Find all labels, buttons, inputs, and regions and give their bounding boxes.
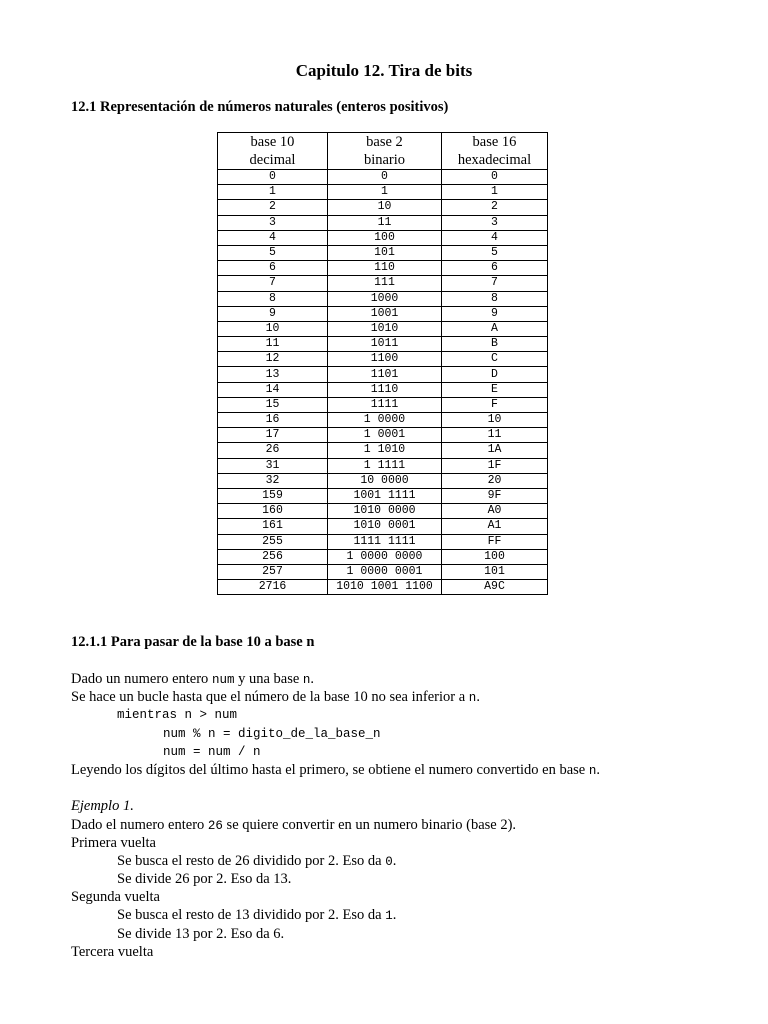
table-row xyxy=(218,549,548,564)
code-inline: n xyxy=(302,673,311,687)
step-line xyxy=(71,852,751,870)
table-row xyxy=(218,534,548,549)
text: . xyxy=(310,671,315,687)
code-line: num = num / n xyxy=(163,744,261,759)
table-cell: 1100 xyxy=(328,352,442,367)
table-cell: 255 xyxy=(218,534,328,549)
table-cell: A0 xyxy=(442,504,548,519)
table-cell: 160 xyxy=(218,504,328,519)
table-cell: 16 xyxy=(218,413,328,428)
text: . xyxy=(596,761,600,778)
step-heading: Tercera vuelta xyxy=(71,943,154,960)
table-cell: 31 xyxy=(218,458,328,473)
table-cell: 1010 0000 xyxy=(328,504,442,519)
code-inline: 1 xyxy=(385,909,393,924)
table-cell: 1010 1001 1100 xyxy=(328,580,442,595)
table-cell: 110 xyxy=(328,261,442,276)
table-row xyxy=(218,428,548,443)
table-cell: 1001 1111 xyxy=(328,488,442,503)
step-heading: Segunda vuelta xyxy=(71,889,160,906)
table-row xyxy=(218,580,548,595)
table-cell: A1 xyxy=(442,519,548,534)
table-cell: 10 xyxy=(442,413,548,428)
table-cell: 8 xyxy=(442,291,548,306)
header-base10 xyxy=(218,133,328,170)
table-row xyxy=(218,382,548,397)
section-heading: 12.1 Representación de números naturales (enteros positivos) xyxy=(71,99,449,115)
table-cell: 100 xyxy=(328,230,442,245)
table-cell: 1011 xyxy=(328,337,442,352)
text: y una base xyxy=(234,671,303,687)
table-row xyxy=(218,291,548,306)
code-inline: 26 xyxy=(207,818,223,833)
table-row xyxy=(218,185,548,200)
header-line: base 10 xyxy=(250,134,295,150)
table-cell: 100 xyxy=(442,549,548,564)
table-cell: 0 xyxy=(328,170,442,185)
table-row xyxy=(218,306,548,321)
table-row xyxy=(218,276,548,291)
code-inline: n xyxy=(468,691,477,706)
text: . xyxy=(392,907,397,924)
table-cell: 1001 xyxy=(328,306,442,321)
text-line xyxy=(71,688,751,706)
page-title: Capitulo 12. Tira de bits xyxy=(295,61,473,80)
text: se quiere convertir en un numero binario (base 2). xyxy=(222,816,517,833)
text: Se hace un bucle hasta que el número de la base 10 no sea inferior a xyxy=(71,689,469,706)
table-cell: 15 xyxy=(218,397,328,412)
table-cell: 1010 0001 xyxy=(328,519,442,534)
header-line: binario xyxy=(363,152,406,168)
table-cell: 6 xyxy=(442,261,548,276)
text: . xyxy=(392,852,397,869)
table-cell: A xyxy=(442,321,548,336)
code-inline: n xyxy=(588,763,597,778)
table-row xyxy=(218,473,548,488)
table-cell: 3 xyxy=(218,215,328,230)
table-row xyxy=(218,367,548,382)
table-cell: 26 xyxy=(218,443,328,458)
text: Dado el numero entero xyxy=(71,816,208,833)
table-cell: 161 xyxy=(218,519,328,534)
text-line xyxy=(71,670,751,688)
code-line: mientras n > num xyxy=(117,708,238,723)
table-row xyxy=(218,245,548,260)
table-cell: 1 xyxy=(218,185,328,200)
table-row xyxy=(218,230,548,245)
table-row xyxy=(218,337,548,352)
table-cell: 4 xyxy=(218,230,328,245)
table-cell: 6 xyxy=(218,261,328,276)
header-base16 xyxy=(442,133,548,170)
table-cell: 1 0000 0001 xyxy=(328,564,442,579)
example-heading: Ejemplo 1. xyxy=(71,798,134,815)
table-cell: FF xyxy=(442,534,548,549)
table-cell: 9F xyxy=(442,488,548,503)
table-cell: 2716 xyxy=(218,580,328,595)
table-row xyxy=(218,352,548,367)
table-row xyxy=(218,564,548,579)
table-cell: 8 xyxy=(218,291,328,306)
table-cell: F xyxy=(442,397,548,412)
table-cell: D xyxy=(442,367,548,382)
code-inline: num xyxy=(211,673,235,687)
table-cell: 17 xyxy=(218,428,328,443)
code-line: num % n = digito_de_la_base_n xyxy=(163,726,381,741)
table-cell: 2 xyxy=(442,200,548,215)
table-cell: 32 xyxy=(218,473,328,488)
table-body xyxy=(218,170,548,595)
table-cell: 10 0000 xyxy=(328,473,442,488)
table-cell: 1 xyxy=(442,185,548,200)
table-row xyxy=(218,413,548,428)
header-line: base 2 xyxy=(366,134,403,150)
table-row xyxy=(218,321,548,336)
table-cell: 11 xyxy=(328,215,442,230)
table-cell: 1110 xyxy=(328,382,442,397)
table-cell: 1 1010 xyxy=(328,443,442,458)
table-cell: 101 xyxy=(328,245,442,260)
step-heading: Primera vuelta xyxy=(71,834,156,851)
conversion-table xyxy=(217,132,548,595)
table-cell: 9 xyxy=(442,306,548,321)
table-row xyxy=(218,488,548,503)
table-cell: 0 xyxy=(218,170,328,185)
blank-line xyxy=(71,779,751,797)
table-row xyxy=(218,397,548,412)
step-line: Se divide 26 por 2. Eso da 13. xyxy=(117,871,292,888)
table-cell: 7 xyxy=(218,276,328,291)
table-row xyxy=(218,261,548,276)
table-row xyxy=(218,443,548,458)
step-line xyxy=(71,906,751,924)
table-cell: 159 xyxy=(218,488,328,503)
table-cell: 5 xyxy=(442,245,548,260)
step-line: Se divide 13 por 2. Eso da 6. xyxy=(117,925,285,942)
table-cell: 12 xyxy=(218,352,328,367)
table-cell: B xyxy=(442,337,548,352)
table-cell: 1111 xyxy=(328,397,442,412)
text: Leyendo los dígitos del último hasta el primero, se obtiene el numero convertido en base xyxy=(71,761,589,778)
code-inline: 0 xyxy=(385,854,393,869)
body-text xyxy=(71,670,751,961)
text: Dado un numero entero xyxy=(71,671,212,687)
table-cell: 20 xyxy=(442,473,548,488)
table-cell: 11 xyxy=(218,337,328,352)
table-cell: 4 xyxy=(442,230,548,245)
table-cell: 0 xyxy=(442,170,548,185)
header-line: hexadecimal xyxy=(457,152,532,168)
table-cell: 1A xyxy=(442,443,548,458)
table-cell: 111 xyxy=(328,276,442,291)
table-row xyxy=(218,170,548,185)
table-cell: 1000 xyxy=(328,291,442,306)
table-row xyxy=(218,519,548,534)
table-cell: 14 xyxy=(218,382,328,397)
table-cell: 256 xyxy=(218,549,328,564)
table-cell: 1101 xyxy=(328,367,442,382)
table-cell: 1010 xyxy=(328,321,442,336)
header-line: base 16 xyxy=(472,134,517,150)
text: . xyxy=(476,689,480,706)
table-cell: 5 xyxy=(218,245,328,260)
text: Se busca el resto de 13 dividido por 2. Eso da xyxy=(117,907,386,924)
table-cell: 1 xyxy=(328,185,442,200)
table-row xyxy=(218,458,548,473)
table-cell: 13 xyxy=(218,367,328,382)
table-cell: 101 xyxy=(442,564,548,579)
table-cell: 3 xyxy=(442,215,548,230)
table-cell: 1 0000 xyxy=(328,413,442,428)
table-cell: 1 0001 xyxy=(328,428,442,443)
table-cell: E xyxy=(442,382,548,397)
table-cell: 1 0000 0000 xyxy=(328,549,442,564)
table-cell: 7 xyxy=(442,276,548,291)
table-row xyxy=(218,215,548,230)
text-line xyxy=(71,816,751,834)
table-cell: 10 xyxy=(218,321,328,336)
table-cell: 257 xyxy=(218,564,328,579)
text: Se busca el resto de 26 dividido por 2. Eso da xyxy=(117,852,386,869)
table-cell: 9 xyxy=(218,306,328,321)
table-row xyxy=(218,504,548,519)
table-cell: C xyxy=(442,352,548,367)
text-line xyxy=(71,761,751,779)
table-row xyxy=(218,200,548,215)
table-cell: 1 1111 xyxy=(328,458,442,473)
table-cell: A9C xyxy=(442,580,548,595)
subsection-heading: 12.1.1 Para pasar de la base 10 a base n xyxy=(71,634,315,650)
header-line: decimal xyxy=(249,152,296,168)
table-cell: 1F xyxy=(442,458,548,473)
header-base2 xyxy=(328,133,442,170)
table-cell: 10 xyxy=(328,200,442,215)
table-header-row xyxy=(218,133,548,170)
table-cell: 2 xyxy=(218,200,328,215)
table-cell: 1111 1111 xyxy=(328,534,442,549)
table-cell: 11 xyxy=(442,428,548,443)
